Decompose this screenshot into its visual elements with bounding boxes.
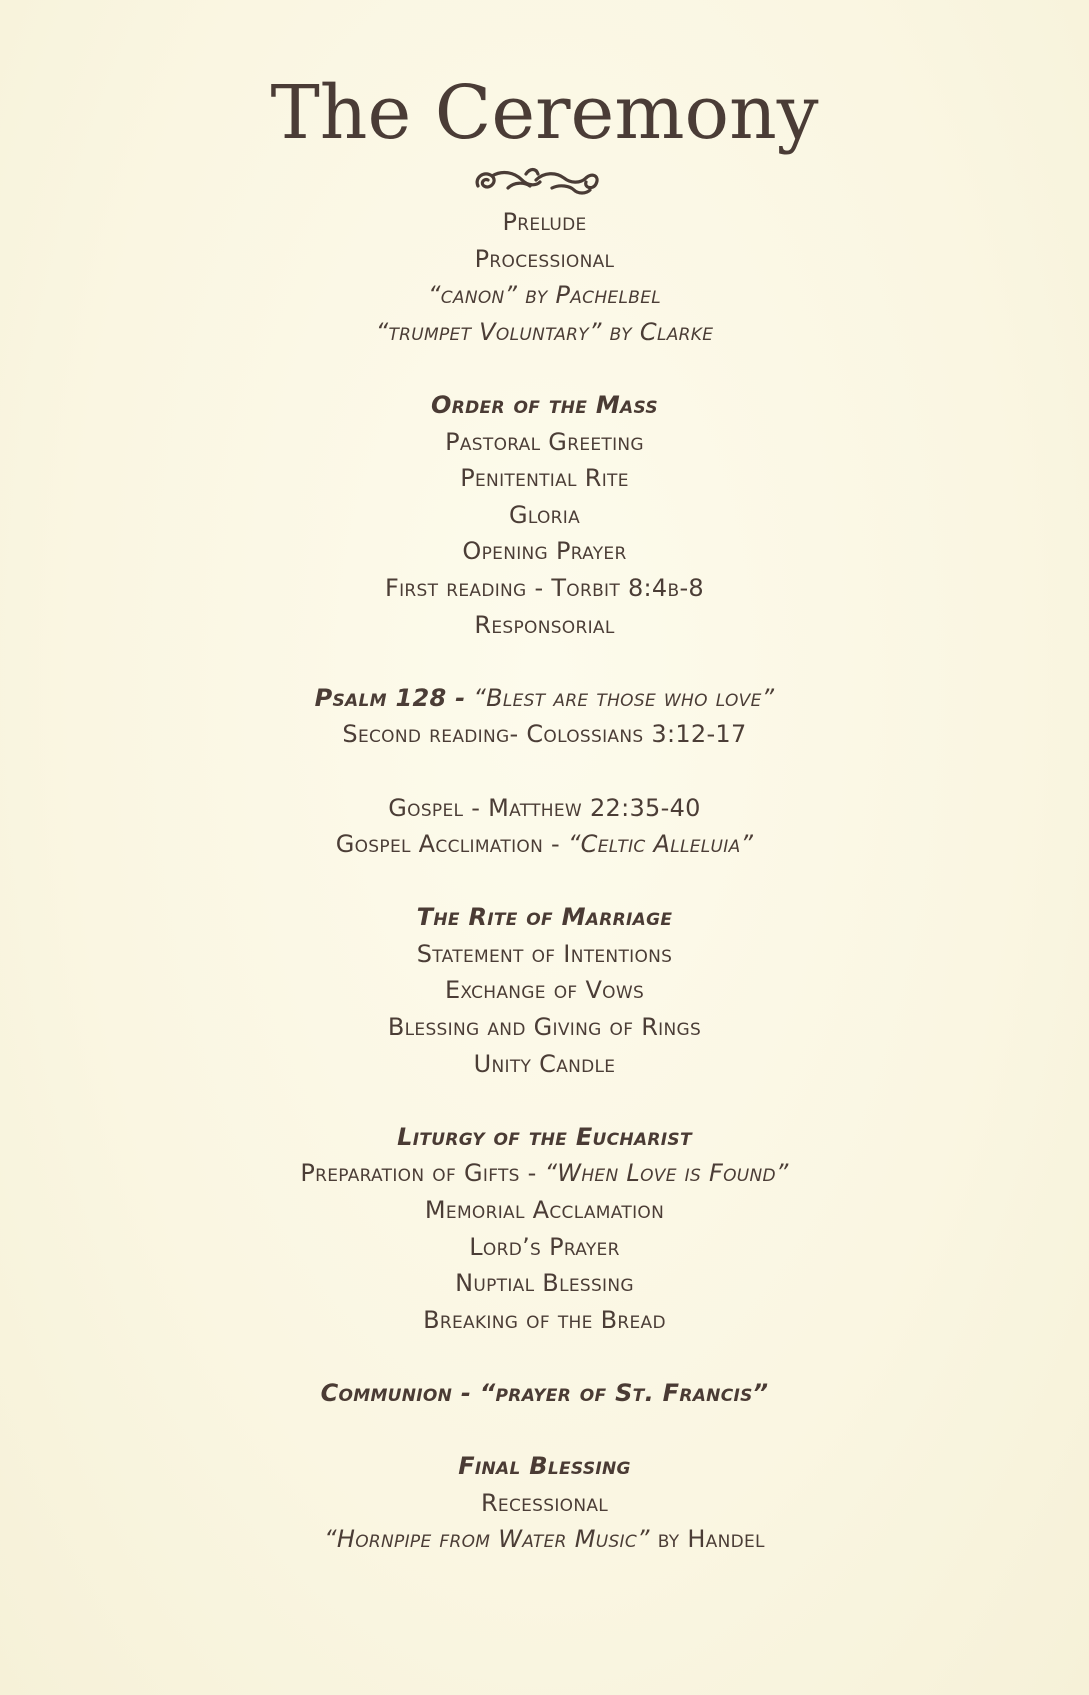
- final-blessing-heading: Final Blessing: [458, 1452, 631, 1481]
- list-item: Memorial Acclamation: [424, 1196, 665, 1225]
- list-item: Blessing and Giving of Rings: [387, 1013, 702, 1042]
- list-item: Gloria: [508, 500, 581, 529]
- hornpipe-title: “Hornpipe from Water Music”: [324, 1525, 650, 1554]
- communion-heading: Communion - “prayer of St. Francis”: [320, 1379, 769, 1407]
- hornpipe-composer: by Handel: [657, 1525, 765, 1554]
- gospel-line: Gospel - Matthew 22:35-40: [388, 793, 701, 822]
- list-item: Breaking of the Bread: [423, 1305, 666, 1334]
- list-item: Opening Prayer: [462, 537, 627, 566]
- list-item: Statement of Intentions: [416, 939, 673, 968]
- preparation-of-gifts-label: Preparation of Gifts -: [300, 1159, 537, 1188]
- list-item: Exchange of Vows: [444, 976, 645, 1005]
- scroll-flourish-icon: [470, 160, 604, 200]
- processional-line: Processional: [474, 244, 615, 273]
- preparation-of-gifts-line: [0, 1155, 1089, 1192]
- psalm-title: “Blest are those who love”: [473, 683, 775, 712]
- list-item: First reading - Torbit 8:4b-8: [385, 573, 704, 602]
- page-title: The Ceremony: [270, 70, 819, 156]
- psalm-line: [0, 680, 1089, 717]
- eucharist-heading: Liturgy of the Eucharist: [397, 1122, 692, 1151]
- order-of-mass-heading: Order of the Mass: [431, 390, 658, 419]
- rite-of-marriage-heading: The Rite of Marriage: [416, 903, 673, 932]
- canon-line: “canon” by Pachelbel: [427, 281, 662, 310]
- list-item: Pastoral Greeting: [445, 427, 644, 456]
- list-item: Responsorial: [474, 610, 615, 639]
- preparation-of-gifts-title: “When Love is Found”: [544, 1159, 789, 1188]
- recessional-line: Recessional: [480, 1488, 609, 1517]
- gospel-acclimation-title: “Celtic Alleluia”: [567, 830, 754, 859]
- psalm-label: Psalm 128 -: [314, 683, 466, 712]
- gospel-acclimation-line: [0, 826, 1089, 863]
- list-item: Nuptial Blessing: [455, 1269, 634, 1298]
- list-item: Penitential Rite: [460, 464, 629, 493]
- list-item: Unity Candle: [473, 1049, 616, 1078]
- list-item: Lord’s Prayer: [469, 1232, 620, 1261]
- prelude-line: Prelude: [502, 208, 587, 236]
- trumpet-voluntary-line: “trumpet Voluntary” by Clarke: [375, 317, 714, 346]
- ceremony-program: [0, 204, 1089, 1558]
- second-reading-line: Second reading- Colossians 3:12-17: [342, 720, 747, 749]
- gospel-acclimation-label: Gospel Acclimation -: [335, 830, 560, 859]
- hornpipe-line: [0, 1521, 1089, 1558]
